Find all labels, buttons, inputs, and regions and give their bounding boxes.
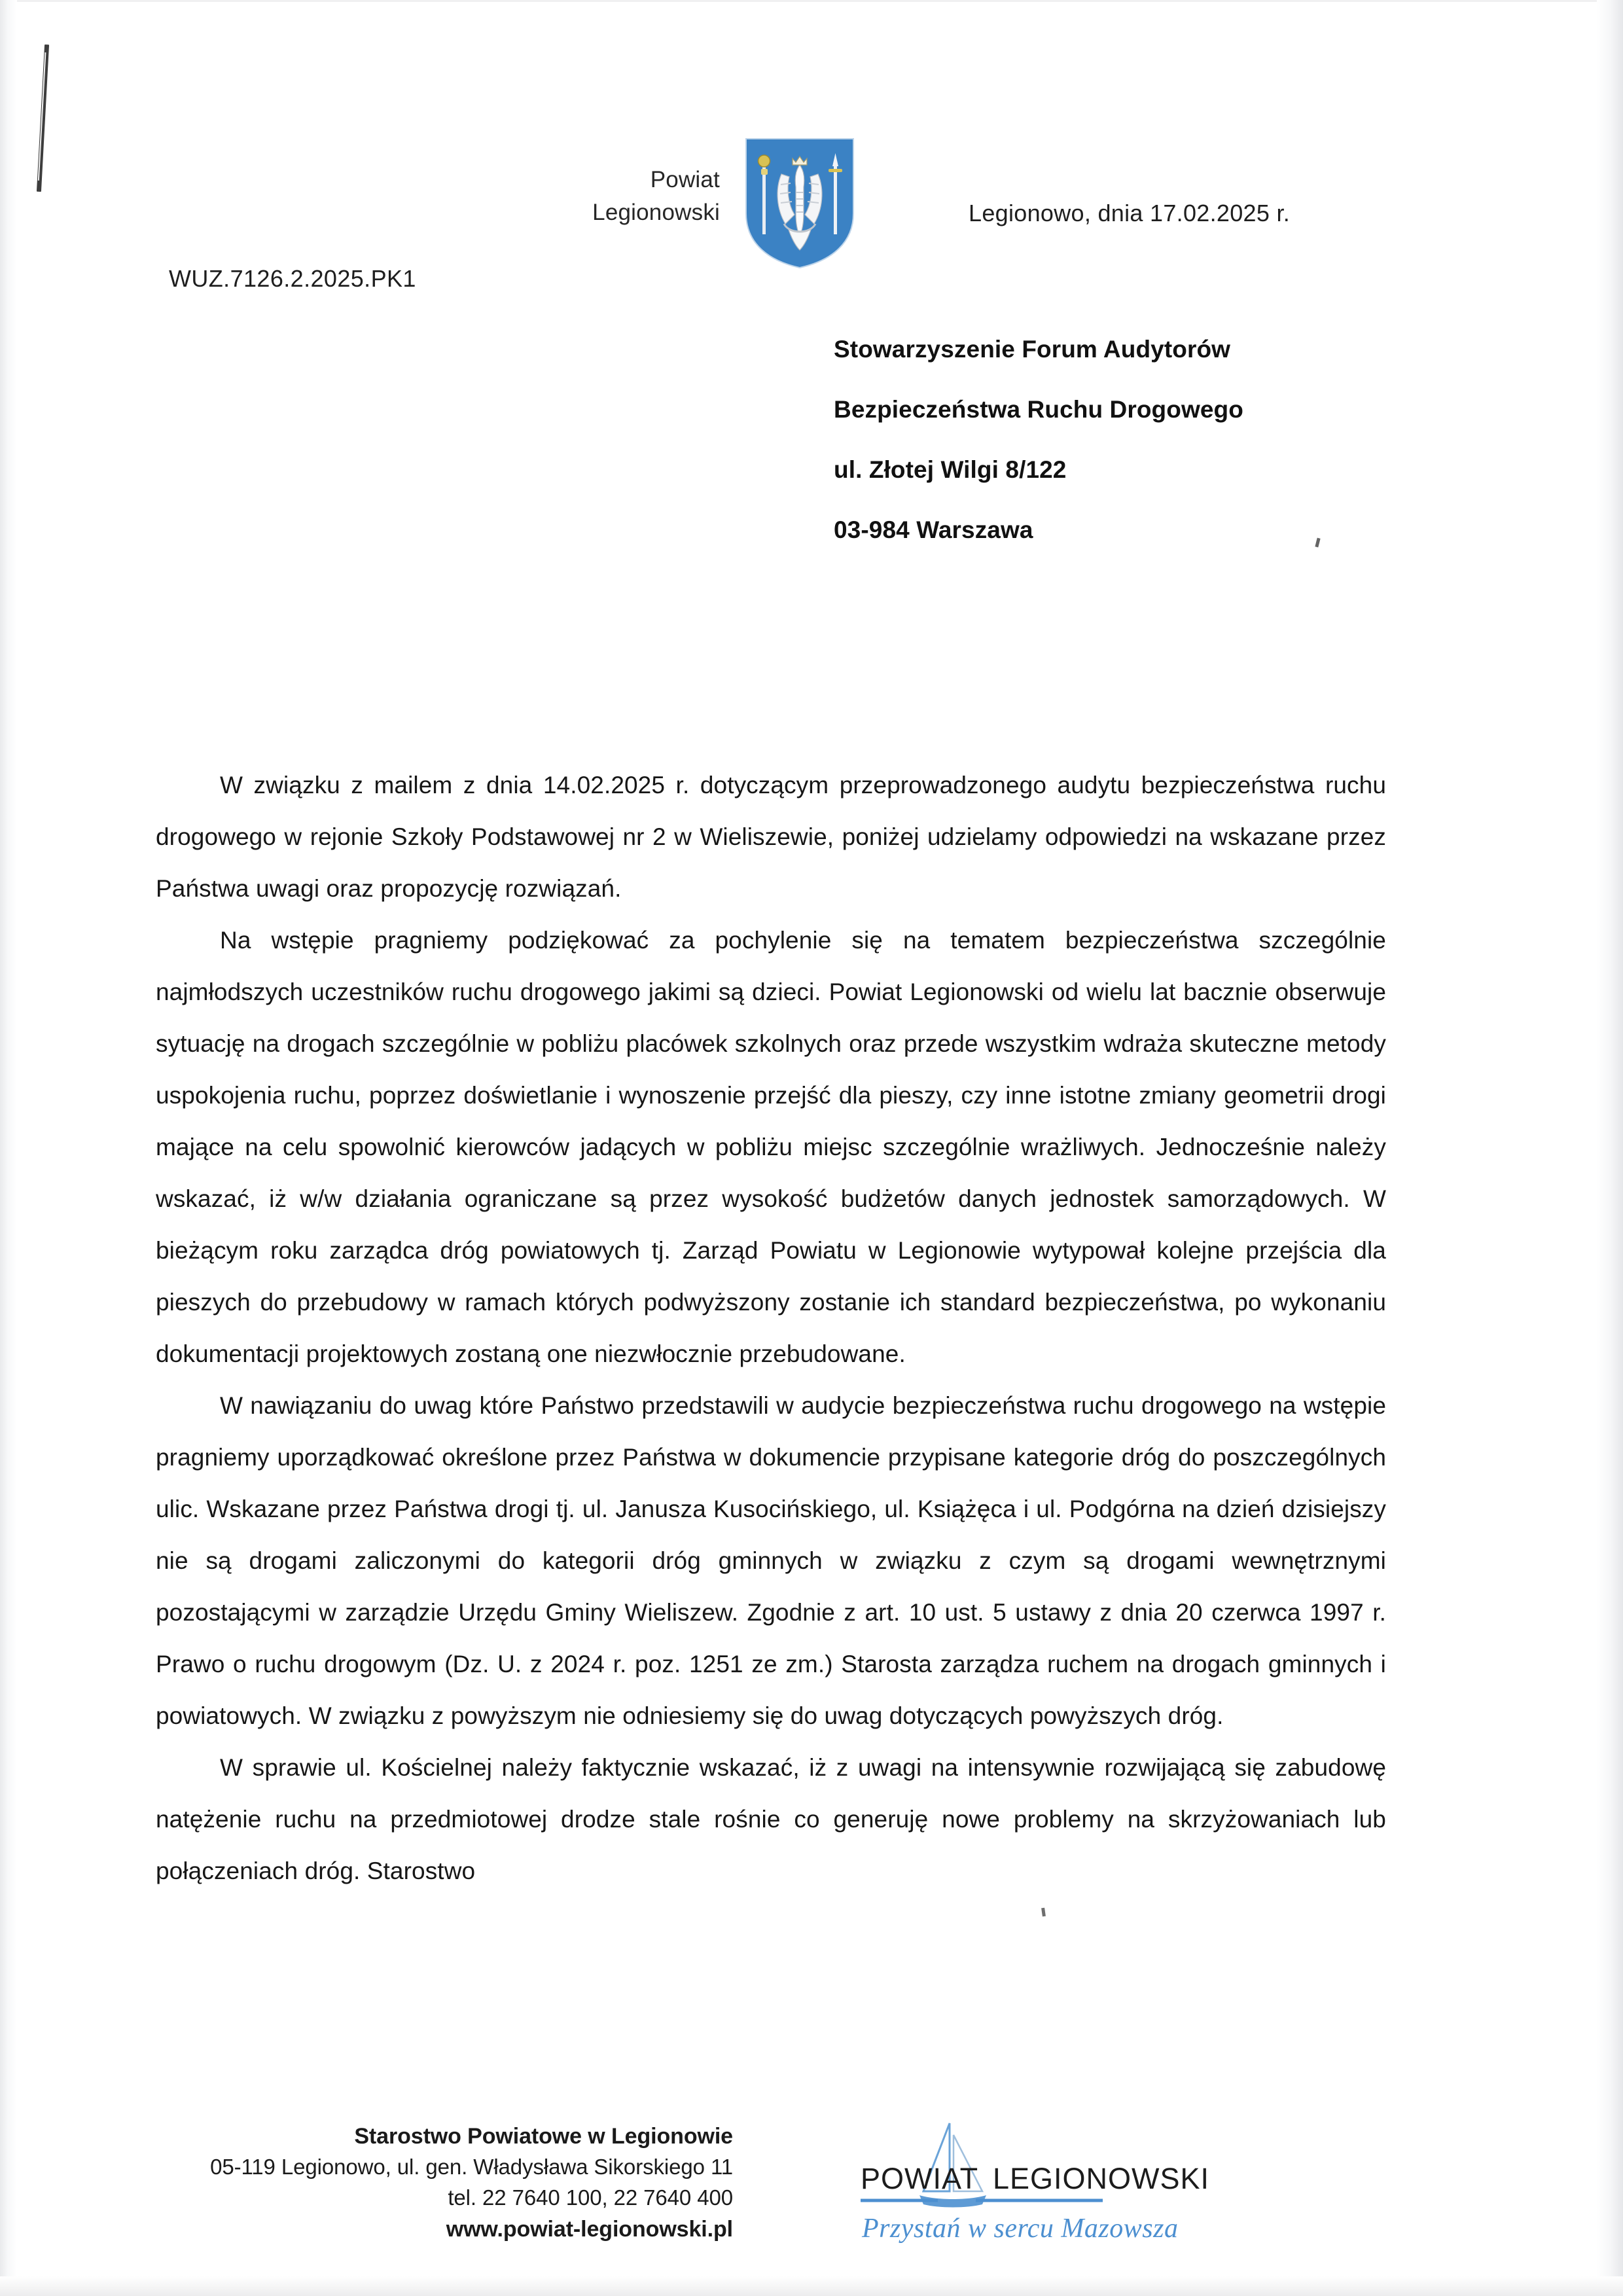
scan-edge-tint-bottom [0,2276,1623,2296]
scan-edge-tint-right [1597,0,1623,2296]
scan-edge-tint-left [0,0,17,2296]
footer-address: 05-119 Legionowo, ul. gen. Władysława Sikorskiego 11 [210,2155,733,2179]
reference-number: WUZ.7126.2.2025.PK1 [169,265,416,292]
footer-contact-block [118,2121,733,2245]
addressee-line: Stowarzyszenie Forum Audytorów [834,336,1231,363]
body-paragraph: W sprawie ul. Kościelnej należy faktycznie wskazać, iż z uwagi na intensywnie rozwijającą się zabudowę natężenie ruchu na przedmiotowej drodze stale rośnie co generuję nowe problemy na skrzyżowaniach lub połączeniach dróg. Starostwo [156,1754,1386,1884]
scan-artifact-speck [1041,1908,1046,1917]
page-footer [0,2113,1623,2276]
addressee-block [834,337,1501,542]
svg-text:Przystań w sercu Mazowsza: Przystań w sercu Mazowsza [862,2214,1179,2244]
addressee-line: 03-984 Warszawa [834,516,1033,543]
body-paragraph: W nawiązaniu do uwag które Państwo przedstawili w audycie bezpieczeństwa ruchu drogowego na wstępie pragniemy uporządkować określone przez Państwa w dokumencie przypisane kategorie dróg do poszczególnych ulic. Wskazane przez Państwa drogi tj. ul. Janusza Kusocińskiego, ul. Książęca i ul. Podgórna na dzień dzisiejszy nie są drogami zaliczonymi do kategorii dróg gminnych w związku z czym są drogami wewnętrznymi pozostającymi w zarządzie Urzędu Gminy Wieliszew. Zgodnie z art. 10 ust. 5 ustawy z dnia 20 czerwca 1997 r. Prawo o ruchu drogowym (Dz. U. z 2024 r. poz. 1251 ze zm.) Starosta zarządza ruchem na drogach gminnych i powiatowych. W związku z powyższym nie odniesiemy się do uwag dotyczących powyższych dróg. [156,1392,1386,1729]
page-top-edge [0,0,1623,2]
footer-phone: tel. 22 7640 100, 22 7640 400 [448,2185,733,2210]
svg-text:POWIAT: POWIAT [861,2162,979,2195]
addressee-line: ul. Złotej Wilgi 8/122 [834,456,1067,483]
coat-of-arms-icon [741,136,859,270]
letterhead-org-line-2: Legionowski [592,199,720,225]
powiat-legionowski-logo [821,2118,1227,2259]
footer-office-name: Starostwo Powiatowe w Legionowie [354,2124,733,2149]
letter-body [156,759,1386,1897]
letterhead-organization-label [419,164,720,228]
place-and-date: Legionowo, dnia 17.02.2025 r. [969,200,1291,226]
scan-artifact-streak [37,45,49,192]
svg-text:LEGIONOWSKI: LEGIONOWSKI [993,2162,1210,2195]
footer-website[interactable]: www.powiat-legionowski.pl [446,2216,733,2242]
addressee-line: Bezpieczeństwa Ruchu Drogowego [834,396,1243,423]
body-paragraph: W związku z mailem z dnia 14.02.2025 r. dotyczącym przeprowadzonego audytu bezpieczeństwa ruchu drogowego w rejonie Szkoły Podstawowej nr 2 w Wieliszewie, poniżej udzielamy odpowiedzi na wskazane przez Państwa uwagi oraz propozycję rozwiązań. [156,772,1386,902]
letterhead-org-line-1: Powiat [650,167,720,192]
body-paragraph: Na wstępie pragniemy podziękować za pochylenie się na tematem bezpieczeństwa szczególnie najmłodszych uczestników ruchu drogowego jakimi są dzieci. Powiat Legionowski od wielu lat bacznie obserwuje sytuację na drogach szczególnie w pobliżu placówek szkolnych oraz przede wszystkim wdraża skuteczne metody uspokojenia ruchu, poprzez doświetlanie i wynoszenie przejść dla pieszy, czy inne istotne zmiany geometrii drogi mające na celu spowolnić kierowców jadących w pobliżu miejsc szczególnie wrażliwych. Jednocześnie należy wskazać, iż w/w działania ograniczane są przez wysokość budżetów danych jednostek samorządowych. W bieżącym roku zarządca dróg powiatowych tj. Zarząd Powiatu w Legionowie wytypował kolejne przejścia dla pieszych do przebudowy w ramach których podwyższony zostanie ich standard bezpieczeństwa, po wykonaniu dokumentacji projektowych zostaną one niezwłocznie przebudowane. [156,927,1386,1367]
